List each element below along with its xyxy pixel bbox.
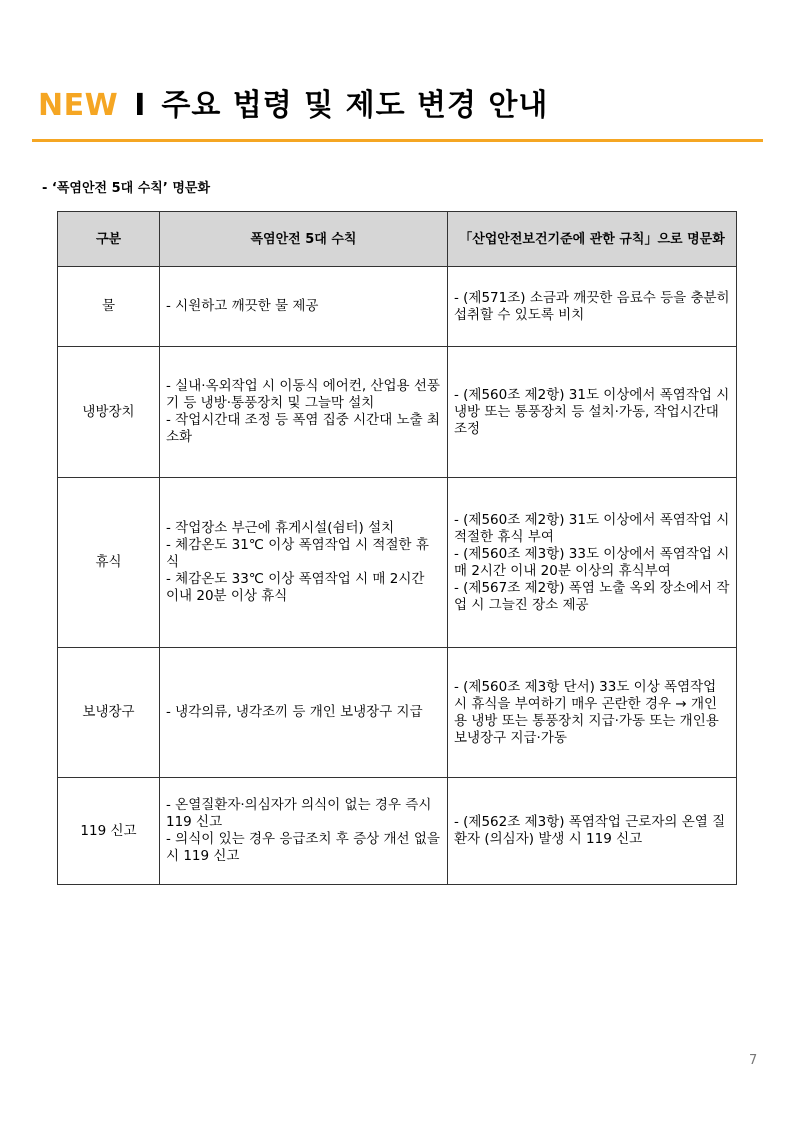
rule-line: - 작업장소 부근에 휴게시설(쉼터) 설치 [166, 520, 395, 536]
row-category: 119 신고 [58, 778, 160, 885]
rule-line: - 체감온도 33℃ 이상 폭염작업 시 매 2시간 이내 20분 이상 휴식 [166, 571, 425, 604]
table-row [58, 648, 737, 778]
page-header [38, 86, 548, 126]
page-title: 주요 법령 및 제도 변경 안내 [161, 88, 549, 123]
row-regulation [448, 648, 737, 778]
regulation-line: - (제560조 제2항) 31도 이상에서 폭염작업 시 냉방 또는 통풍장치 등 설치·가동, 작업시간대 조정 [454, 386, 730, 437]
header-category: 구분 [58, 212, 160, 267]
regulation-line: - (제560조 제3항 단서) 33도 이상 폭염작업 시 휴식을 부여하기 매우 곤란한 경우 → 개인용 냉방 또는 통풍장치 지급·가동 또는 개인용 보냉장구 지급·가동 [454, 678, 719, 746]
row-category: 냉방장치 [58, 347, 160, 478]
row-category: 보냉장구 [58, 648, 160, 778]
row-category: 물 [58, 267, 160, 347]
section-subheading: - ‘폭염안전 5대 수칙’ 명문화 [42, 181, 211, 196]
rule-line: - 작업시간대 조정 등 폭염 집중 시간대 노출 최소화 [166, 412, 440, 445]
rule-line: - 의식이 있는 경우 응급조치 후 증상 개선 없을 시 119 신고 [166, 831, 440, 864]
regulation-line: - (제571조) 소금과 깨끗한 음료수 등을 충분히 섭취할 수 있도록 비치 [454, 289, 730, 323]
row-rules [160, 267, 448, 347]
regulation-line: - (제567조 제2항) 폭염 노출 옥외 장소에서 작업 시 그늘진 장소 제공 [454, 579, 730, 613]
rules-table [57, 211, 737, 885]
table-row [58, 267, 737, 347]
regulation-line: - (제562조 제3항) 폭염작업 근로자의 온열 질환자 (의심자) 발생 시 119 신고 [454, 814, 726, 847]
rule-line: - 실내·옥외작업 시 이동식 에어컨, 산업용 선풍기 등 냉방·통풍장치 및 그늘막 설치 [166, 378, 440, 411]
rule-line: - 온열질환자·의심자가 의식이 없는 경우 즉시 119 신고 [166, 797, 432, 830]
row-regulation [448, 478, 737, 648]
header-regulation: 「산업안전보건기준에 관한 규칙」으로 명문화 [448, 212, 737, 267]
row-rules [160, 778, 448, 885]
row-rules [160, 347, 448, 478]
table-header-row [58, 212, 737, 267]
new-label: NEW [38, 88, 119, 123]
rule-line: - 체감온도 31℃ 이상 폭염작업 시 적절한 휴식 [166, 537, 429, 570]
row-rules [160, 478, 448, 648]
row-regulation [448, 778, 737, 885]
header-rules: 폭염안전 5대 수칙 [160, 212, 448, 267]
page-number: 7 [749, 1053, 758, 1068]
rule-line: - 냉각의류, 냉각조끼 등 개인 보냉장구 지급 [166, 704, 423, 720]
header-rule [32, 139, 763, 142]
table-row [58, 778, 737, 885]
regulation-line: - (제560조 제3항) 33도 이상에서 폭염작업 시 매 2시간 이내 20분 이상의 휴식부여 [454, 545, 730, 579]
row-regulation [448, 347, 737, 478]
row-category: 휴식 [58, 478, 160, 648]
table-row [58, 347, 737, 478]
table-row [58, 478, 737, 648]
row-regulation [448, 267, 737, 347]
header-separator: I [134, 88, 146, 123]
row-rules [160, 648, 448, 778]
rule-line: - 시원하고 깨끗한 물 제공 [166, 298, 319, 314]
regulation-line: - (제560조 제2항) 31도 이상에서 폭염작업 시 적절한 휴식 부여 [454, 511, 730, 545]
